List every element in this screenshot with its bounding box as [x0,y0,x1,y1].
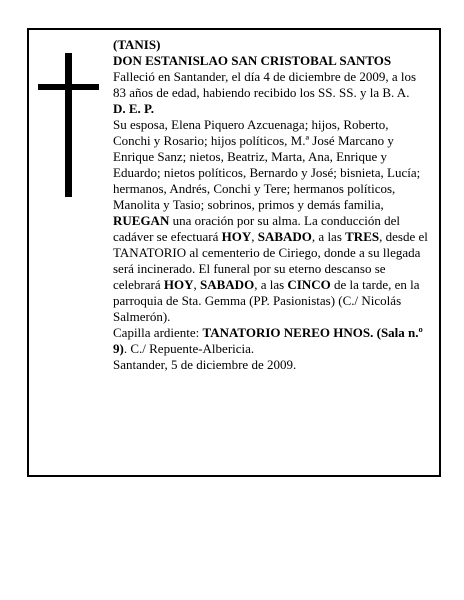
request-text-7: de la tarde, en la parroquia de Sta. Gemma (PP. Pasionistas) (C./ Nicolás Salmerón). [113,277,420,324]
cross-vertical-bar [65,53,72,197]
chapel-info [113,325,429,357]
request-text-5: , [193,277,200,292]
request-text-3: , a las [311,229,346,244]
sabado-word-1: SABADO [257,229,312,244]
family-list: Su esposa, Elena Piquero Azcuenaga; hijos, Roberto, Conchi y Rosario; hijos políticos, M.ª José Marcano y Enrique Sanz; nietos, Beatriz, Marta, Ana, Enrique y Eduardo; nietos políticos, Bernardo y José; bisnieta, Lucía; hermanos, Andrés, Conchi y Tere; hermanos políticos, Manolita y Tasio; sobrinos, primos y demás familia, [113,117,421,212]
hoy-word-2: HOY [163,277,194,292]
chapel-name: TANATORIO NEREO HNOS. (Sala n.º 9) [113,325,423,356]
funeral-request [113,213,429,325]
date-line: Santander, 5 de diciembre de 2009. [113,357,297,372]
rip-line: D. E. P. [113,101,155,116]
request-text-2: , [251,229,258,244]
request-text-1: una oración por su alma. La conducción del cadáver se efectuará [113,213,401,244]
cross-horizontal-bar [38,84,99,90]
death-info: Falleció en Santander, el día 4 de diciembre de 2009, a los 83 años de edad, habiendo recibido los SS. SS. y la B. A. [113,69,417,100]
nickname: (TANIS) [113,37,161,52]
request-text-6: , a las [254,277,288,292]
request-text-4: , desde el TANATORIO al cementerio de Ciriego, donde a su llegada será incinerado. El funeral por su eterno descanso se celebrará [113,229,428,292]
tres-word: TRES [345,229,380,244]
chapel-text-1: Capilla ardiente: [113,325,203,340]
sabado-word-2: SABADO [200,277,255,292]
obituary-text [113,37,429,373]
chapel-text-2: . C./ Repuente-Albericia. [123,341,255,356]
hoy-word-1: HOY [221,229,252,244]
deceased-name: DON ESTANISLAO SAN CRISTOBAL SANTOS [113,53,392,68]
ruegan-word: RUEGAN [113,213,170,228]
cinco-word: CINCO [287,277,331,292]
